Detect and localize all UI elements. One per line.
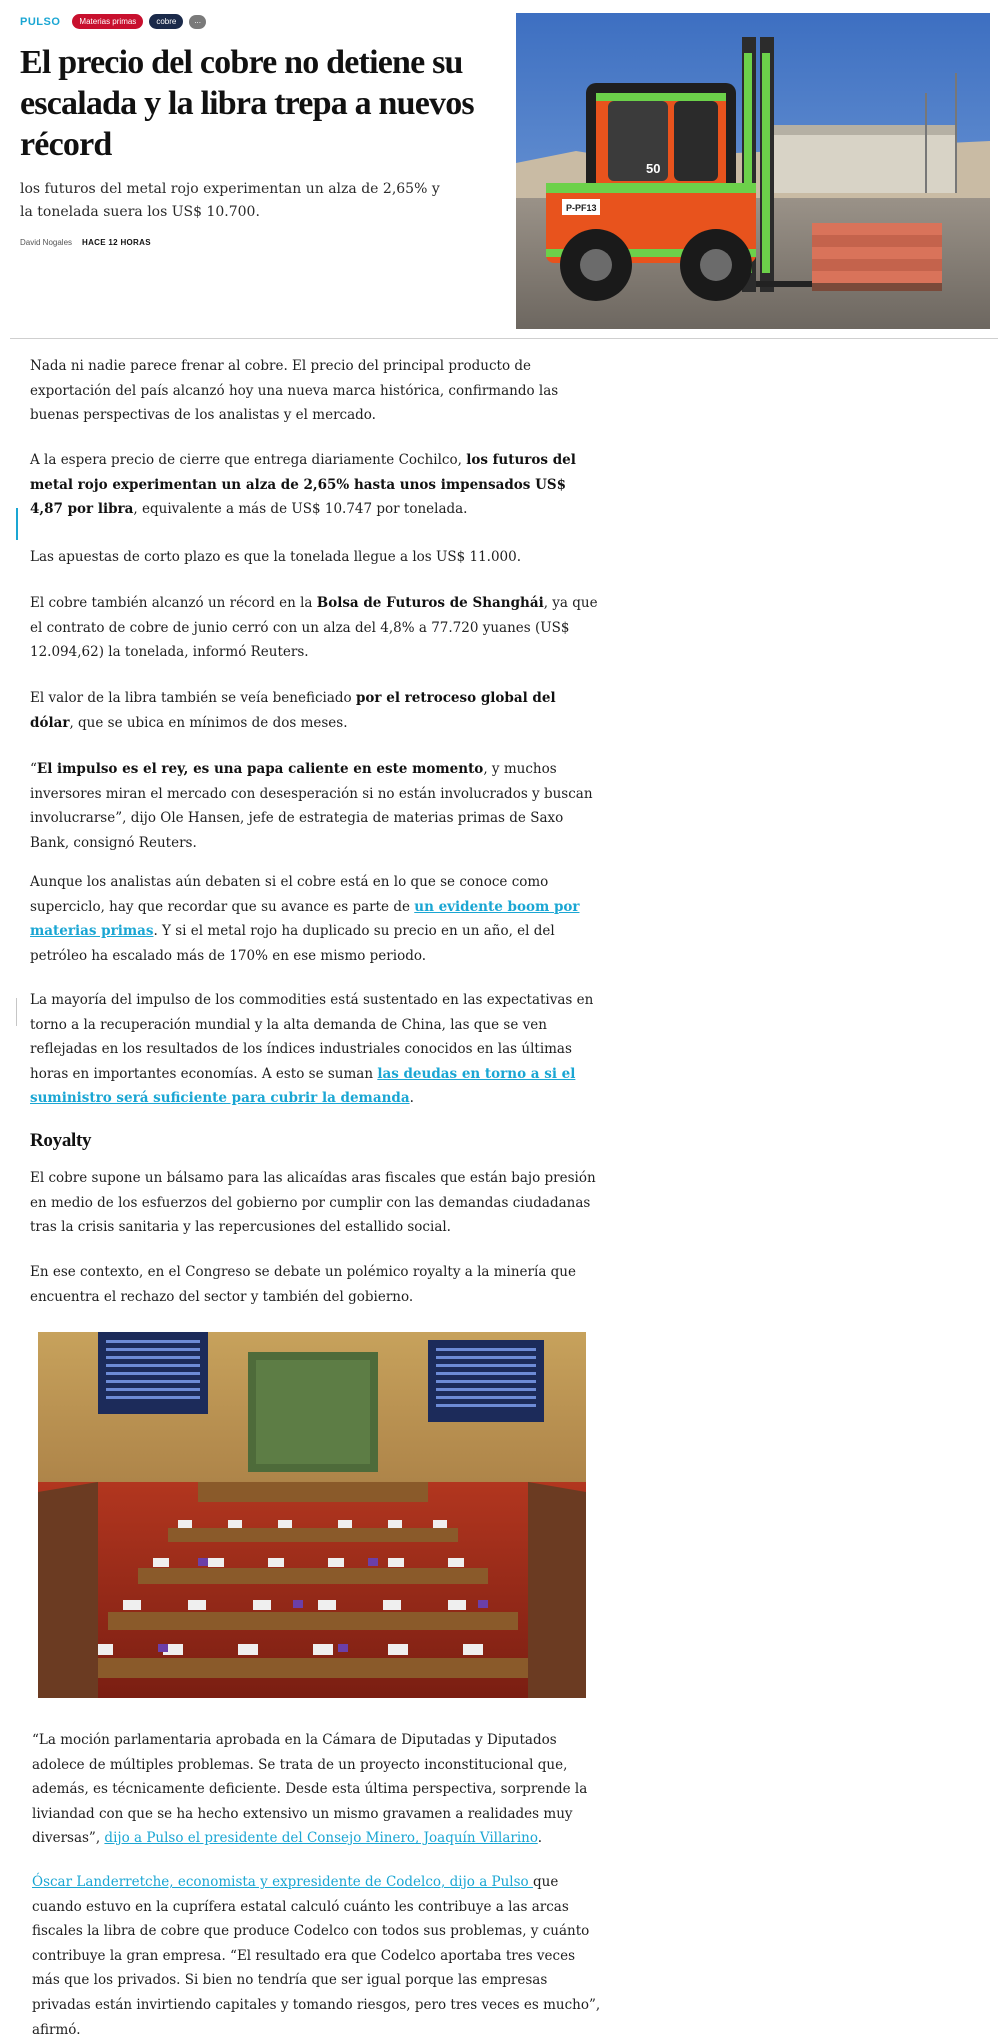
forklift-photo bbox=[516, 13, 990, 329]
author-link[interactable]: David Nogales bbox=[20, 238, 73, 247]
bold-text: por el retroceso global del dólar bbox=[30, 690, 556, 731]
tag-cobre[interactable]: cobre bbox=[149, 14, 183, 29]
paragraph: El cobre supone un bálsamo para las alicaídas aras fiscales que están bajo presión en medio de los esfuerzos del gobierno por cumplir con las demandas ciudadanas tras la crisis sanitaria y las repercusiones del estallido social. bbox=[30, 1170, 596, 1236]
article-header bbox=[0, 0, 1000, 340]
paragraph: El cobre también alcanzó un récord en la Bolsa de Futuros de Shanghái, ya que el contrato de cobre de junio cerró con un alza del 4,8% a 77.720 yuanes (US$ 12.094,62) la tonelada, informó Reuters. bbox=[30, 595, 598, 661]
headline: El precio del cobre no detiene su escalada y la libra trepa a nuevos récord bbox=[20, 44, 474, 163]
side-text: 50 bbox=[646, 161, 661, 176]
villarino-link[interactable]: dijo a Pulso el presidente del Consejo Minero, Joaquín Villarino bbox=[104, 1830, 538, 1847]
chamber-image bbox=[38, 1332, 586, 1698]
bold-text: El impulso es el rey, es una papa caliente en este momento bbox=[36, 761, 484, 777]
paragraph: El valor de la libra también se veía beneficiado por el retroceso global del dólar, que se ubica en mínimos de dos meses. bbox=[30, 690, 556, 731]
paragraph: Nada ni nadie parece frenar al cobre. El precio del principal producto de exportación del país alcanzó hoy una nueva marca histórica, confirmando las buenas perspectivas de los analistas y el mercado. bbox=[30, 358, 559, 424]
paragraph: Las apuestas de corto plazo es que la tonelada llegue a los US$ 11.000. bbox=[30, 549, 522, 565]
byline bbox=[20, 238, 151, 247]
section-subhead: Royalty bbox=[30, 1130, 92, 1151]
section-link[interactable]: PULSO bbox=[20, 15, 61, 28]
paragraph: “La moción parlamentaria aprobada en la Cámara de Diputadas y Diputados adolece de múltiples problemas. Se trata de un proyecto inconstitucional que, además, es técnicamente deficiente. Desde esta última perspectiva, sorprende la liviandad con que se ha hecho extensivo un mismo gravamen a realidades muy diversas”, dijo a Pulso el presidente del Consejo Minero, Joaquín Villarino. bbox=[32, 1732, 588, 1847]
hero-image bbox=[516, 13, 990, 329]
paragraph: La mayoría del impulso de los commodities está sustentado en las expectativas en torno a la recuperación mundial y la alta demanda de China, las que se ven reflejadas en los resultados de los índices industriales conocidos en las últimas horas en importantes economías. A esto se suman las deudas en torno a si el suministro será suficiente para cubrir la demanda. bbox=[30, 992, 594, 1107]
copper-stack bbox=[812, 223, 942, 291]
materias-primas-link[interactable]: un evidente boom por materias primas bbox=[30, 898, 580, 940]
congress-photo bbox=[38, 1332, 586, 1698]
plate-text: P-PF13 bbox=[566, 203, 597, 213]
bold-text: Bolsa de Futuros de Shanghái bbox=[316, 595, 544, 611]
side-marker bbox=[16, 508, 18, 540]
tag-materias-primas[interactable]: Materias primas bbox=[72, 14, 143, 29]
header-divider bbox=[10, 338, 998, 339]
more-tags-button[interactable]: ... bbox=[189, 15, 206, 29]
paragraph: Óscar Landerretche, economista y expresidente de Codelco, dijo a Pulso que cuando estuvo en la cuprífera estatal calculó cuánto les contribuye a las arcas fiscales la libra de cobre que produce Codelco con todos sus problemas, y cuánto contribuye la gran empresa. “El resultado era que Codelco aportaba tres veces más que los privados. Si bien no tendría que ser igual porque las empresas privadas están invirtiendo capitales y tomando riesgos, pero tres veces es mucho”, afirmó. bbox=[32, 1874, 601, 2037]
dek: los futuros del metal rojo experimentan un alza de 2,65% y la tonelada suera los US$ 10.700. bbox=[20, 181, 440, 220]
paragraph: A la espera precio de cierre que entrega diariamente Cochilco, los futuros del metal rojo experimentan un alza de 2,65% hasta unos impensados US$ 4,87 por libra, equivalente a más de US$ 10.747 por tonelada. bbox=[30, 452, 576, 518]
bold-text: los futuros del metal rojo experimentan un alza de 2,65% hasta unos impensados US$ 4,87 por libra bbox=[30, 452, 576, 518]
suministro-link[interactable]: las deudas en torno a si el suministro será suficiente para cubrir la demanda bbox=[30, 1065, 576, 1107]
paragraph: “El impulso es el rey, es una papa caliente en este momento, y muchos inversores miran el mercado con desesperación si no están involucrados y buscan involucrarse”, dijo Ole Hansen, jefe de estrategia de materias primas de Saxo Bank, consignó Reuters. bbox=[30, 761, 593, 851]
tag-row bbox=[20, 14, 206, 29]
side-marker bbox=[16, 998, 17, 1026]
landerretche-link[interactable]: Óscar Landerretche, economista y expresidente de Codelco, dijo a Pulso bbox=[32, 1874, 533, 1890]
paragraph: En ese contexto, en el Congreso se debate un polémico royalty a la minería que encuentra el rechazo del sector y también del gobierno. bbox=[30, 1264, 576, 1305]
timestamp: HACE 12 HORAS bbox=[82, 238, 151, 247]
paragraph: Aunque los analistas aún debaten si el cobre está en lo que se conoce como superciclo, hay que recordar que su avance es parte de un evidente boom por materias primas. Y si el metal rojo ha duplicado su precio en un año, el del petróleo ha escalado más de 170% en ese mismo periodo. bbox=[30, 874, 580, 964]
